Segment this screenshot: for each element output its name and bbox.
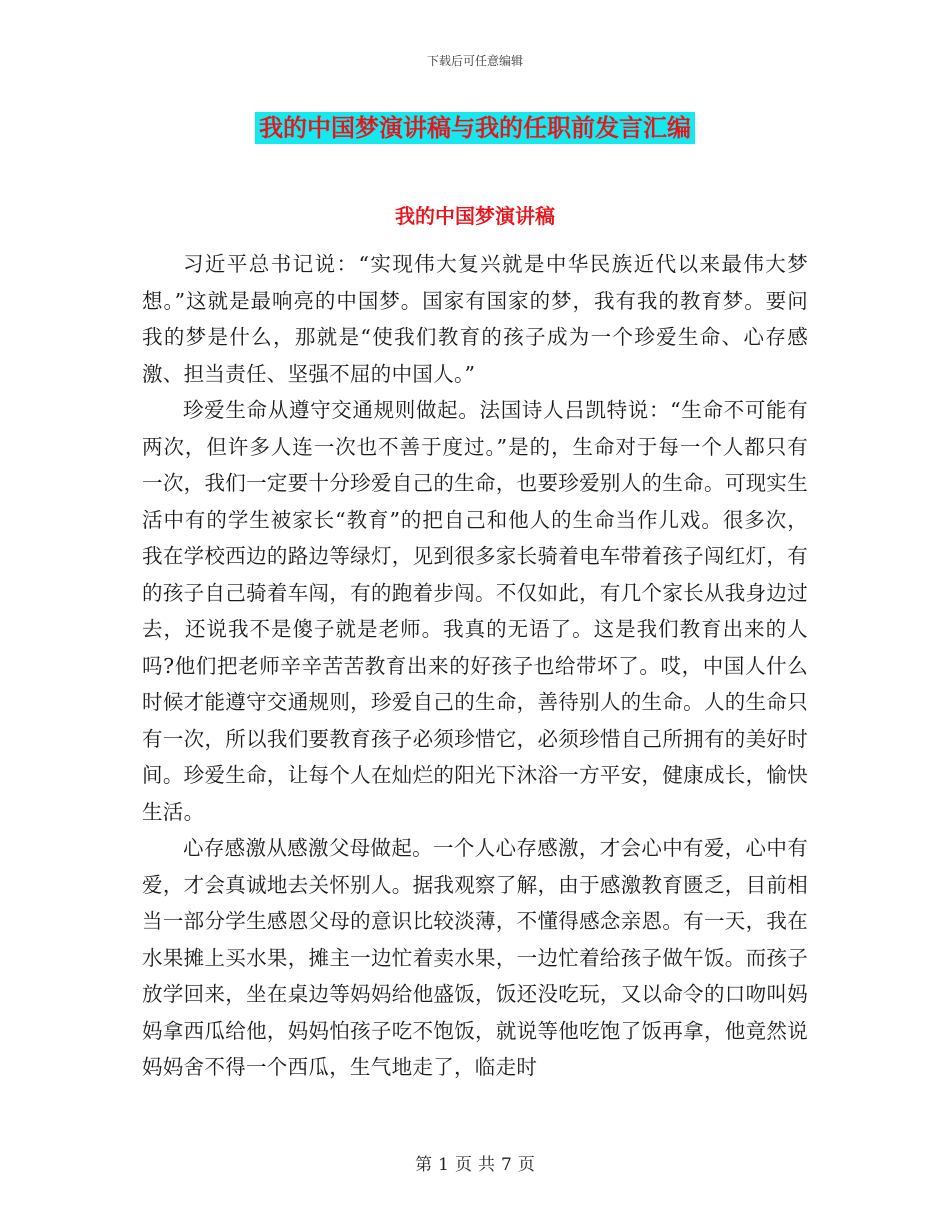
document-main-title: 我的中国梦演讲稿与我的任职前发言汇编 [255, 112, 695, 144]
footer-prefix: 第 [415, 1155, 433, 1175]
page-header-note: 下载后可任意编辑 [426, 54, 523, 68]
section-title: 我的中国梦演讲稿 [395, 204, 555, 228]
paragraph-2: 珍爱生命从遵守交通规则做起。法国诗人吕凯特说：“生命不可能有两次，但许多人连一次也不善于度过。”是的，生命对于每一个人都只有一次，我们一定要十分珍爱自己的生命，也要珍爱别人的生命。可现实生活中有的学生被家长“教育”的把自己和他人的生命当作儿戏。很多次，我在学校西边的路边等绿灯，见到很多家长骑着电车带着孩子闯红灯，有的孩子自己骑着车闯，有的跑着步闯。不仅如此，有几个家长从我身边过去，还说我不是傻子就是老师。我真的无语了。这是我们教育出来的人吗?他们把老师辛辛苦苦教育出来的好孩子也给带坏了。哎，中国人什么时候才能遵守交通规则，珍爱自己的生命，善待别人的生命。人的生命只有一次，所以我们要教育孩子必须珍惜它，必须珍惜自己所拥有的美好时间。珍爱生命，让每个人在灿烂的阳光下沐浴一方平安，健康成长，愉快生活。 [142, 398, 808, 824]
footer-current-page: 1 [438, 1155, 449, 1175]
paragraph-1: 习近平总书记说：“实现伟大复兴就是中华民族近代以来最伟大梦想。”这就是最响亮的中国梦。国家有国家的梦，我有我的教育梦。要问我的梦是什么，那就是“使我们教育的孩子成为一个珍爱生命、心存感激、担当责任、坚强不屈的中国人。” [142, 252, 808, 386]
page-footer [0, 1154, 950, 1176]
main-title-container [0, 112, 950, 144]
document-body [142, 246, 808, 1086]
paragraph-3: 心存感激从感激父母做起。一个人心存感激，才会心中有爱，心中有爱，才会真诚地去关怀别人。据我观察了解，由于感激教育匮乏，目前相当一部分学生感恩父母的意识比较淡薄，不懂得感念亲恩。有一天，我在水果摊上买水果，摊主一边忙着卖水果，一边忙着给孩子做午饭。而孩子放学回来，坐在桌边等妈妈给他盛饭，饭还没吃玩，又以命令的口吻叫妈妈拿西瓜给他，妈妈怕孩子吃不饱饭，就说等他吃饱了饭再拿，他竟然说妈妈舍不得一个西瓜，生气地走了，临走时 [142, 836, 808, 1079]
footer-total-pages: 7 [501, 1155, 512, 1175]
footer-total-prefix: 共 [478, 1155, 495, 1175]
footer-total-unit: 页 [517, 1155, 535, 1175]
footer-page-unit: 页 [455, 1155, 472, 1175]
